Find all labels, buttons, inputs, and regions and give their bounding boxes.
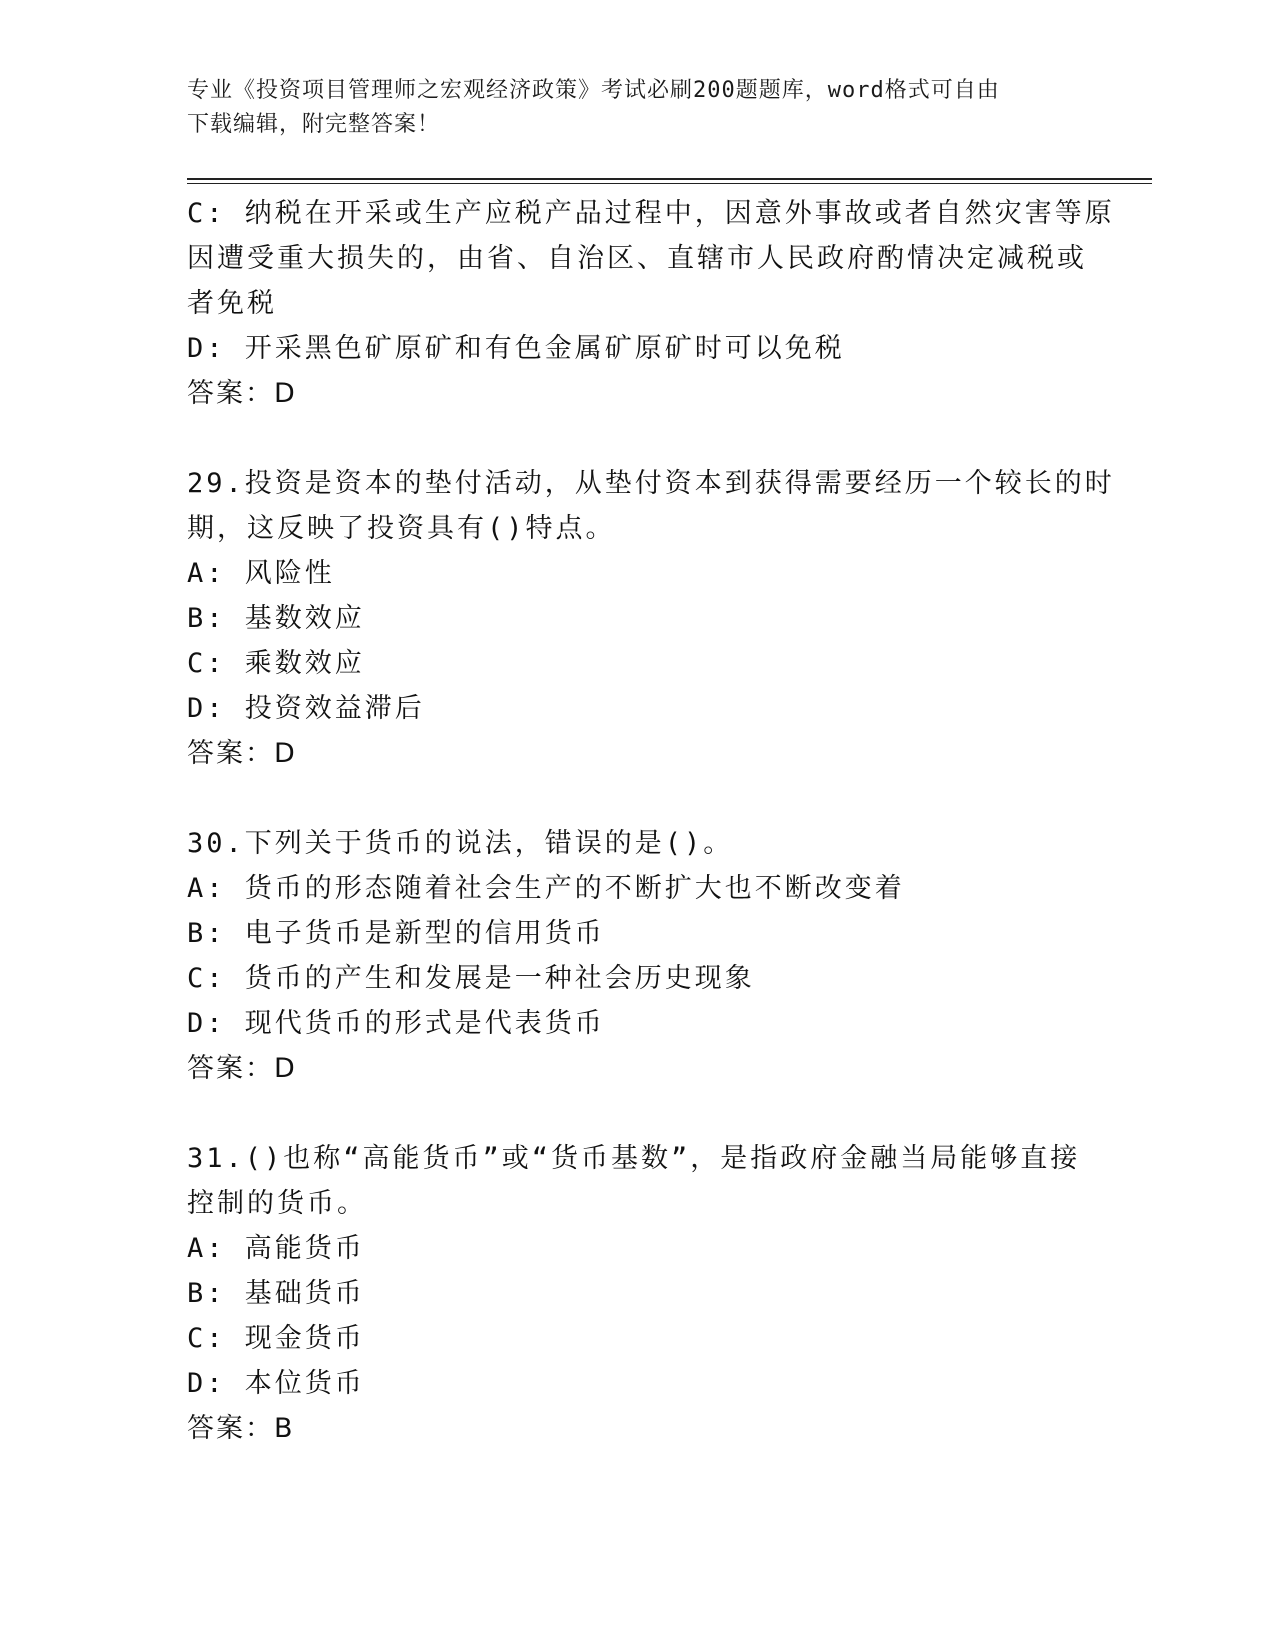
answer: 答案：D xyxy=(187,1053,297,1084)
question-content xyxy=(187,191,1115,1451)
previous-question-tail xyxy=(187,191,1115,416)
option-b: B: 基数效应 xyxy=(187,603,365,634)
option-d: D: 现代货币的形式是代表货币 xyxy=(187,1008,605,1039)
option-b: B: 基础货币 xyxy=(187,1278,365,1309)
option-a: A: 风险性 xyxy=(187,558,335,589)
question-stem: 29.投资是资本的垫付活动，从垫付资本到获得需要经历一个较长的时 xyxy=(187,468,1115,499)
question-30 xyxy=(187,821,1087,1091)
header-divider-thick xyxy=(187,178,1152,180)
option-c-line: 因遭受重大损失的，由省、自治区、直辖市人民政府酌情决定减税或 xyxy=(187,243,1087,274)
question-31 xyxy=(187,1136,1087,1451)
answer: 答案：B xyxy=(187,1413,295,1444)
option-c-line: C: 纳税在开采或生产应税产品过程中，因意外事故或者自然灾害等原 xyxy=(187,198,1115,229)
option-c: C: 乘数效应 xyxy=(187,648,365,679)
spacer xyxy=(187,416,1087,461)
question-stem: 期，这反映了投资具有()特点。 xyxy=(187,513,616,544)
option-a: A: 货币的形态随着社会生产的不断扩大也不断改变着 xyxy=(187,873,905,904)
option-a: A: 高能货币 xyxy=(187,1233,365,1264)
header-line-1: 专业《投资项目管理师之宏观经济政策》考试必刷200题题库，word格式可自由 xyxy=(187,78,1000,103)
option-b: B: 电子货币是新型的信用货币 xyxy=(187,918,605,949)
option-c: C: 货币的产生和发展是一种社会历史现象 xyxy=(187,963,755,994)
option-c-line: 者免税 xyxy=(187,288,277,319)
question-stem: 控制的货币。 xyxy=(187,1188,367,1219)
question-stem: 30.下列关于货币的说法，错误的是()。 xyxy=(187,828,734,859)
question-29 xyxy=(187,461,1115,776)
option-c: C: 现金货币 xyxy=(187,1323,365,1354)
option-d: D: 投资效益滞后 xyxy=(187,693,425,724)
document-header xyxy=(187,74,1087,142)
answer: 答案：D xyxy=(187,738,297,769)
spacer xyxy=(187,776,1087,821)
spacer xyxy=(187,1091,1087,1136)
header-line-2: 下载编辑，附完整答案！ xyxy=(187,112,441,137)
option-d: D: 本位货币 xyxy=(187,1368,365,1399)
option-d: D: 开采黑色矿原矿和有色金属矿原矿时可以免税 xyxy=(187,333,845,364)
header-divider-thin xyxy=(187,183,1152,184)
answer: 答案：D xyxy=(187,378,297,409)
question-stem: 31.()也称“高能货币”或“货币基数”，是指政府金融当局能够直接 xyxy=(187,1143,1081,1174)
